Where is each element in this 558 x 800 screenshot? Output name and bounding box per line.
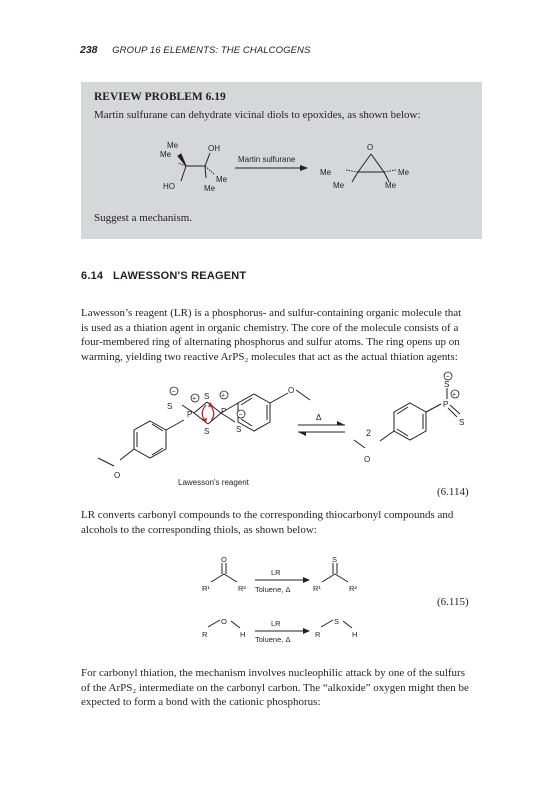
review-question: Suggest a mechanism. [94,212,193,224]
lr-s-exo-right: S [236,425,242,434]
section-title: LAWESSON'S REAGENT [113,270,247,282]
text-line: Lawesson’s reagent (LR) is a phosphorus- and sulfur-containing organic molecule that [81,307,462,319]
product-benzene-ring [394,403,426,440]
arrow-1 [255,577,310,583]
arrow-1-reagent: LR [271,568,281,577]
ring-opening-arrows [202,405,214,421]
product-me-2: Me [398,168,410,177]
lr-p-left: P [187,410,193,419]
equation-number-6-115: (6.115) [437,596,469,608]
text-line: LR converts carbonyl compounds to the corresponding thiocarbonyl compounds and [81,509,454,521]
thioketone-s: S [332,555,338,564]
thiol-s: S [334,617,340,626]
arps2-p: P [443,400,449,409]
ketone-r1: R¹ [202,584,210,593]
reactant-me-3: Me [216,175,228,184]
lr-s-top: S [204,392,210,401]
arrow-2 [255,628,310,634]
reactant-me-2: Me [160,150,172,159]
page-number: 238 [80,44,98,56]
diol-reactant [178,153,214,181]
charge-plus-1: + [192,395,197,403]
ketone-r2: R² [238,584,246,593]
product-me-3: Me [333,181,345,190]
thiation-scheme [81,548,482,648]
lr-caption: Lawesson's reagent [178,478,249,487]
arps2-o: O [364,455,371,464]
arps2-charge-minus: − [445,374,450,381]
alcohol-o: O [221,617,227,626]
thioketone-structure [322,563,348,582]
arps2-charge-plus: + [452,391,457,399]
lr-o-right: O [288,386,295,395]
review-problem-title: REVIEW PROBLEM 6.19 [94,91,226,103]
charge-minus-2: − [238,412,243,419]
thioketone-r2: R² [349,584,357,593]
section-number: 6.14 [81,270,104,282]
epoxide-product [346,154,396,182]
reagent-label: Martin sulfurane [238,155,296,164]
arrow-2-reagent: LR [271,619,281,628]
lr-s-exo-left: S [167,402,173,411]
section-heading [81,270,246,282]
reactant-oh: OH [208,144,220,153]
arps2-structure [354,388,460,448]
equation-number-6-114: (6.114) [437,486,469,498]
arrow-1-conditions: Toluene, Δ [255,585,291,594]
text-line: For carbonyl thiation, the mechanism involves nucleophilic attack by one of the sulfurs [81,667,465,679]
review-problem-text: Martin sulfurane can dehydrate vicinal diols to epoxides, as shown below: [94,109,421,121]
thioketone-r1: R¹ [313,584,321,593]
text-line: expected to form a bond with the cationic phosphorus: [81,696,321,709]
paragraph-conversion [81,508,482,537]
heat-label: Δ [316,413,322,422]
product-o: O [367,143,374,152]
martin-sulfurane-scheme [81,130,482,210]
lr-s-bottom: S [204,427,210,436]
arrow-2-conditions: Toluene, Δ [255,635,291,644]
equilibrium-arrows [298,425,345,432]
arps2-s-right: S [459,418,465,427]
paragraph-intro [81,306,482,364]
ketone-structure [211,563,237,582]
reactant-ho: HO [163,182,175,191]
lr-o-left: O [114,471,121,480]
lawesson-scheme [81,370,482,490]
paragraph-mechanism [81,666,482,710]
left-benzene-ring [134,421,166,458]
running-header [80,44,310,56]
coefficient-label: 2 [366,428,372,438]
thiol-h: H [352,630,358,639]
product-me-4: Me [385,181,397,190]
reactant-me-4: Me [204,184,216,193]
text-line: is used as a thiation agent in organic chemistry. The core of the molecule consists of a [81,321,459,334]
thiol-r: R [315,630,321,639]
alcohol-h: H [240,630,246,639]
lr-p-right: P [221,407,227,416]
text-line: alcohols to the corresponding thiols, as shown below: [81,523,317,536]
ketone-o: O [221,555,227,564]
reaction-arrow [235,165,308,171]
running-title: GROUP 16 ELEMENTS: THE CHALCOGENS [112,45,311,56]
charge-plus-2: + [221,392,226,400]
text-line: four-membered ring of alternating phosphorus and sulfur atoms. The ring opens up on [81,336,460,349]
alcohol-r: R [202,630,208,639]
reactant-me-1: Me [167,141,179,150]
charge-minus-1: − [171,389,176,396]
product-me-1: Me [320,168,332,177]
arps2-s-top: S [444,380,450,389]
text-line: of the ArPS₂ intermediate on the carbonyl carbon. The “alkoxide” oxygen might then be [81,681,469,694]
text-line: warming, yielding two reactive ArPS₂ molecules that act as the actual thiation agents: [81,350,458,363]
